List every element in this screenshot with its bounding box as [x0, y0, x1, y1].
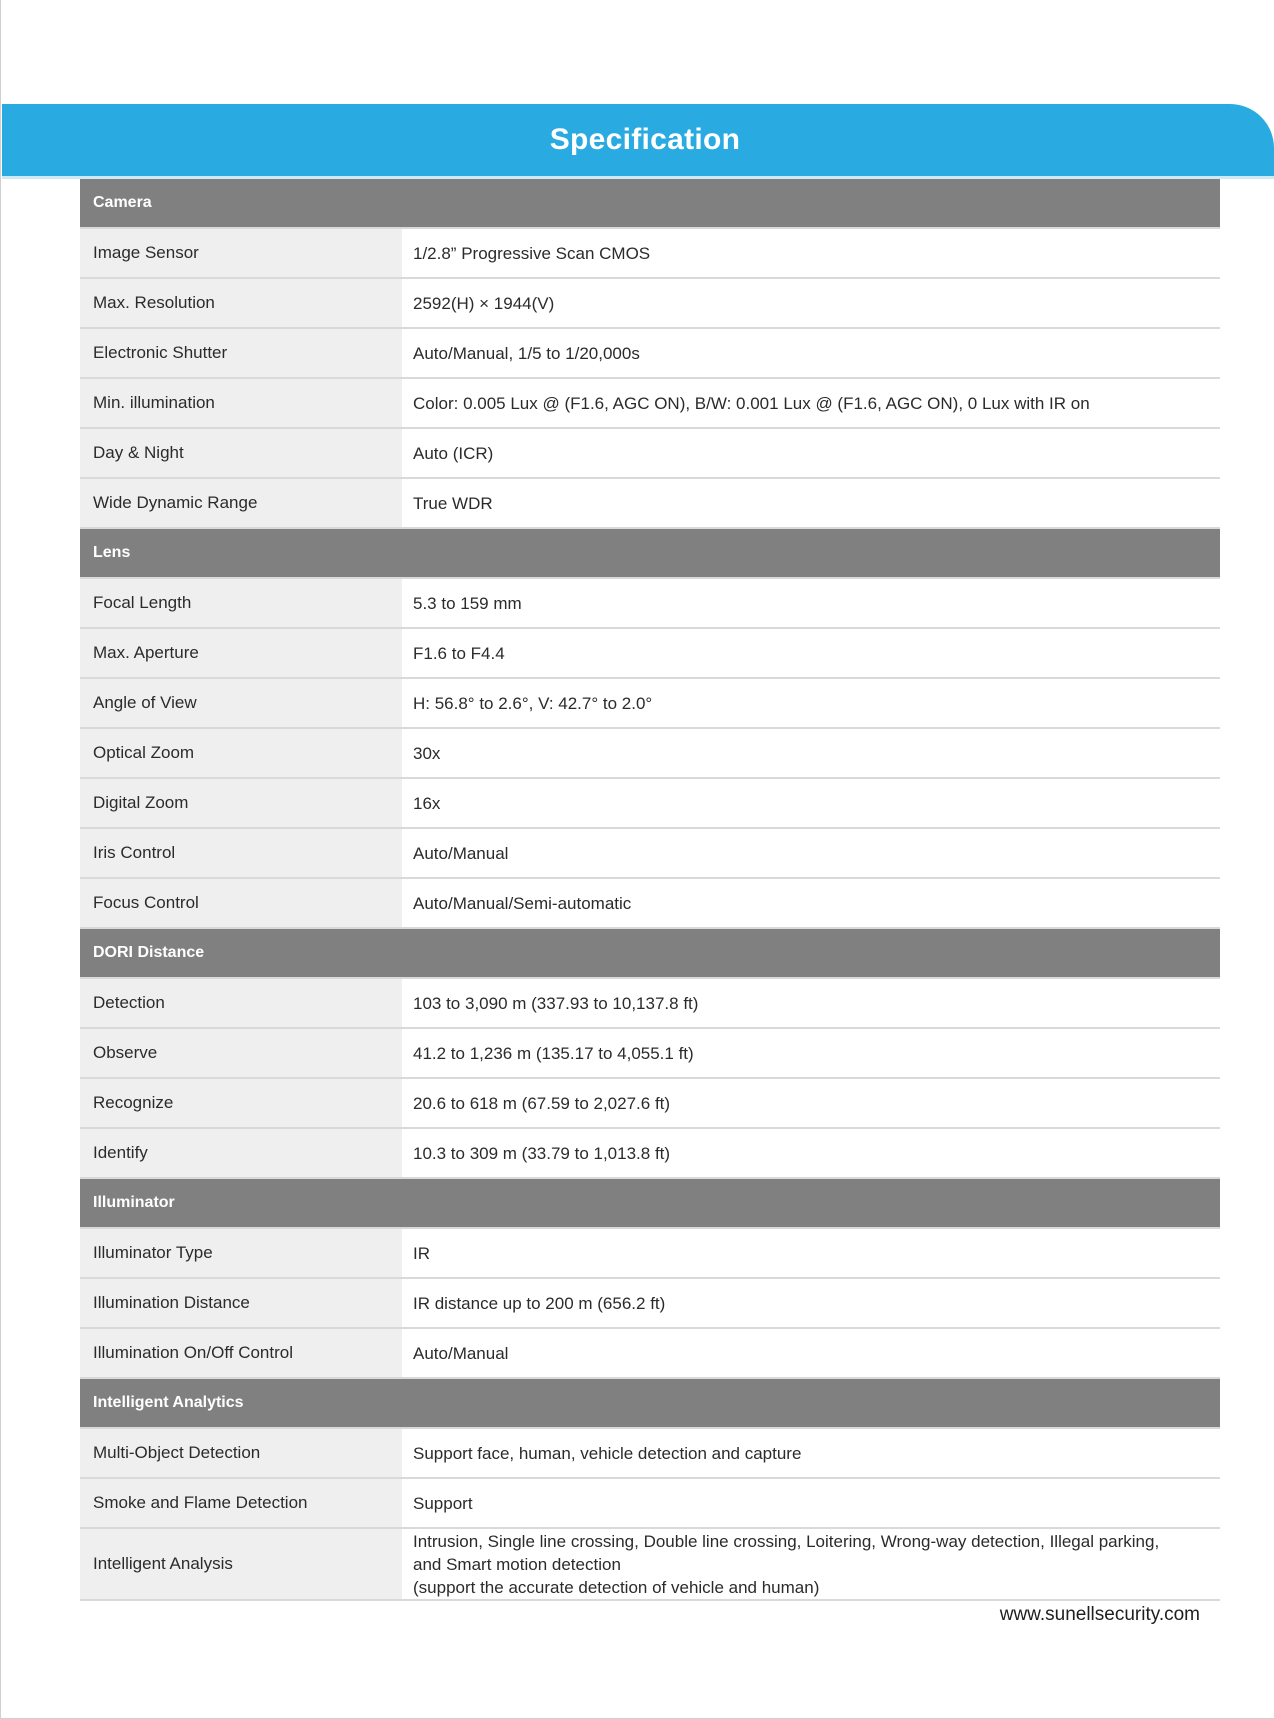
table-row [80, 329, 1220, 379]
row-label: Min. illumination [80, 379, 402, 427]
table-row [80, 879, 1220, 929]
row-value: 5.3 to 159 mm [402, 579, 1220, 627]
row-label: Iris Control [80, 829, 402, 877]
section-header-illuminator: Illuminator [80, 1179, 1220, 1229]
table-row [80, 829, 1220, 879]
row-label: Recognize [80, 1079, 402, 1127]
row-value: H: 56.8° to 2.6°, V: 42.7° to 2.0° [402, 679, 1220, 727]
table-row [80, 229, 1220, 279]
table-row [80, 1479, 1220, 1529]
row-label: Digital Zoom [80, 779, 402, 827]
table-row [80, 279, 1220, 329]
table-row [80, 629, 1220, 679]
table-row [80, 679, 1220, 729]
table-row [80, 1279, 1220, 1329]
row-value: 30x [402, 729, 1220, 777]
row-value: Auto (ICR) [402, 429, 1220, 477]
row-label: Max. Aperture [80, 629, 402, 677]
row-value: Support face, human, vehicle detection and capture [402, 1429, 1220, 1477]
page-title: Specification [549, 123, 741, 156]
table-row [80, 1329, 1220, 1379]
row-value: Auto/Manual/Semi-automatic [402, 879, 1220, 927]
row-value [402, 1529, 1220, 1599]
row-value: 10.3 to 309 m (33.79 to 1,013.8 ft) [402, 1129, 1220, 1177]
row-label: Wide Dynamic Range [80, 479, 402, 527]
table-row [80, 479, 1220, 529]
row-label: Observe [80, 1029, 402, 1077]
row-label: Multi-Object Detection [80, 1429, 402, 1477]
row-value: IR [402, 1229, 1220, 1277]
table-row [80, 1429, 1220, 1479]
section-header-lens: Lens [80, 529, 1220, 579]
row-value: 41.2 to 1,236 m (135.17 to 4,055.1 ft) [402, 1029, 1220, 1077]
row-value: Auto/Manual, 1/5 to 1/20,000s [402, 329, 1220, 377]
row-value: F1.6 to F4.4 [402, 629, 1220, 677]
row-label: Smoke and Flame Detection [80, 1479, 402, 1527]
row-label: Electronic Shutter [80, 329, 402, 377]
row-value: 16x [402, 779, 1220, 827]
row-label: Intelligent Analysis [80, 1529, 402, 1599]
table-row [80, 379, 1220, 429]
row-label: Image Sensor [80, 229, 402, 277]
row-value: True WDR [402, 479, 1220, 527]
table-row [80, 979, 1220, 1029]
table-row [80, 729, 1220, 779]
title-banner [2, 104, 1274, 176]
table-row [80, 429, 1220, 479]
row-value-line: and Smart motion detection [413, 1554, 621, 1574]
table-row [80, 1129, 1220, 1179]
table-row [80, 1529, 1220, 1601]
row-value: 20.6 to 618 m (67.59 to 2,027.6 ft) [402, 1079, 1220, 1127]
row-label: Illumination On/Off Control [80, 1329, 402, 1377]
row-label: Angle of View [80, 679, 402, 727]
table-row [80, 1029, 1220, 1079]
spec-table [80, 179, 1220, 1601]
section-header-camera: Camera [80, 179, 1220, 229]
row-value: Auto/Manual [402, 829, 1220, 877]
table-row [80, 1079, 1220, 1129]
row-value-line: Intrusion, Single line crossing, Double line crossing, Loitering, Wrong-way detection, Illegal parking, [413, 1531, 1160, 1551]
row-value-line: (support the accurate detection of vehicle and human) [413, 1577, 820, 1597]
row-value: IR distance up to 200 m (656.2 ft) [402, 1279, 1220, 1327]
section-header-dori-distance: DORI Distance [80, 929, 1220, 979]
row-value: Auto/Manual [402, 1329, 1220, 1377]
row-label: Focus Control [80, 879, 402, 927]
row-label: Illumination Distance [80, 1279, 402, 1327]
row-value: Color: 0.005 Lux @ (F1.6, AGC ON), B/W: 0.001 Lux @ (F1.6, AGC ON), 0 Lux with IR on [402, 379, 1220, 427]
footer-website-url: www.sunellsecurity.com [999, 1604, 1200, 1625]
row-label: Day & Night [80, 429, 402, 477]
row-label: Identify [80, 1129, 402, 1177]
row-label: Focal Length [80, 579, 402, 627]
table-row [80, 1229, 1220, 1279]
row-label: Detection [80, 979, 402, 1027]
row-label: Max. Resolution [80, 279, 402, 327]
row-value: 2592(H) × 1944(V) [402, 279, 1220, 327]
row-label: Optical Zoom [80, 729, 402, 777]
row-value: 1/2.8” Progressive Scan CMOS [402, 229, 1220, 277]
row-value: 103 to 3,090 m (337.93 to 10,137.8 ft) [402, 979, 1220, 1027]
row-label: Illuminator Type [80, 1229, 402, 1277]
table-row [80, 779, 1220, 829]
table-row [80, 579, 1220, 629]
section-header-intelligent-analytics: Intelligent Analytics [80, 1379, 1220, 1429]
row-value: Support [402, 1479, 1220, 1527]
